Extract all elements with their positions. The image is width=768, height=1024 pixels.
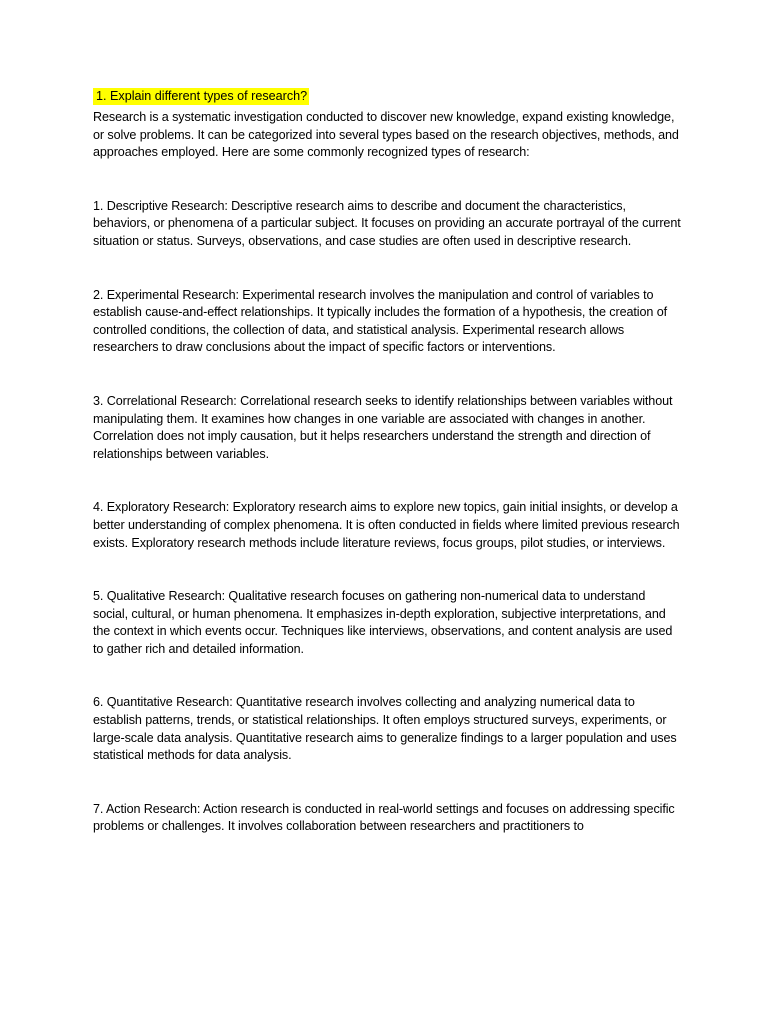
- document-body: [93, 87, 683, 836]
- research-type-descriptive: 1. Descriptive Research: Descriptive research aims to describe and document the characteristics, behaviors, or phenomena of a particular subject. It focuses on providing an accurate portrayal of the current situation or status. Surveys, observations, and case studies are often used in descriptive research.: [93, 198, 681, 248]
- intro-paragraph: Research is a systematic investigation conducted to discover new knowledge, expand existing knowledge, or solve problems. It can be categorized into several types based on the research objectives, methods, and approaches employed. Here are some commonly recognized types of research:: [93, 110, 679, 160]
- research-type-quantitative: 6. Quantitative Research: Quantitative research involves collecting and analyzing numerical data to establish patterns, trends, or statistical relationships. It often employs structured surveys, experiments, or large-scale data analysis. Quantitative research aims to generalize findings to a larger population and uses statistical methods for data analysis.: [93, 695, 677, 763]
- research-type-qualitative: 5. Qualitative Research: Qualitative research focuses on gathering non-numerical data to understand social, cultural, or human phenomena. It emphasizes in-depth exploration, subjective interpretations, and the context in which events occur. Techniques like interviews, observations, and content analysis are used to gather rich and detailed information.: [93, 589, 673, 656]
- research-type-exploratory: 4. Exploratory Research: Exploratory research aims to explore new topics, gain initial insights, or develop a better understanding of complex phenomena. It is often conducted in fields where limited previous research exists. Exploratory research methods include literature reviews, focus groups, pilot studies, or interviews.: [93, 500, 680, 550]
- research-type-correlational: 3. Correlational Research: Correlational research seeks to identify relationships between variables without manipulating them. It examines how changes in one variable are associated with changes in another. Correlation does not imply causation, but it helps researchers understand the strength and direction of relationships between variables.: [93, 393, 673, 461]
- question-heading: 1. Explain different types of research?: [93, 88, 309, 105]
- question-line: [93, 87, 683, 105]
- research-type-action: 7. Action Research: Action research is conducted in real-world settings and focuses on addressing specific problems or challenges. It involves collaboration between researchers and practitioners to: [93, 801, 675, 834]
- research-type-experimental: 2. Experimental Research: Experimental research involves the manipulation and control of variables to establish cause-and-effect relationships. It typically includes the formation of a hypothesis, the creation of controlled conditions, the collection of data, and statistical analysis. Experimental research allows researchers to draw conclusions about the impact of specific factors or interventions.: [93, 287, 668, 355]
